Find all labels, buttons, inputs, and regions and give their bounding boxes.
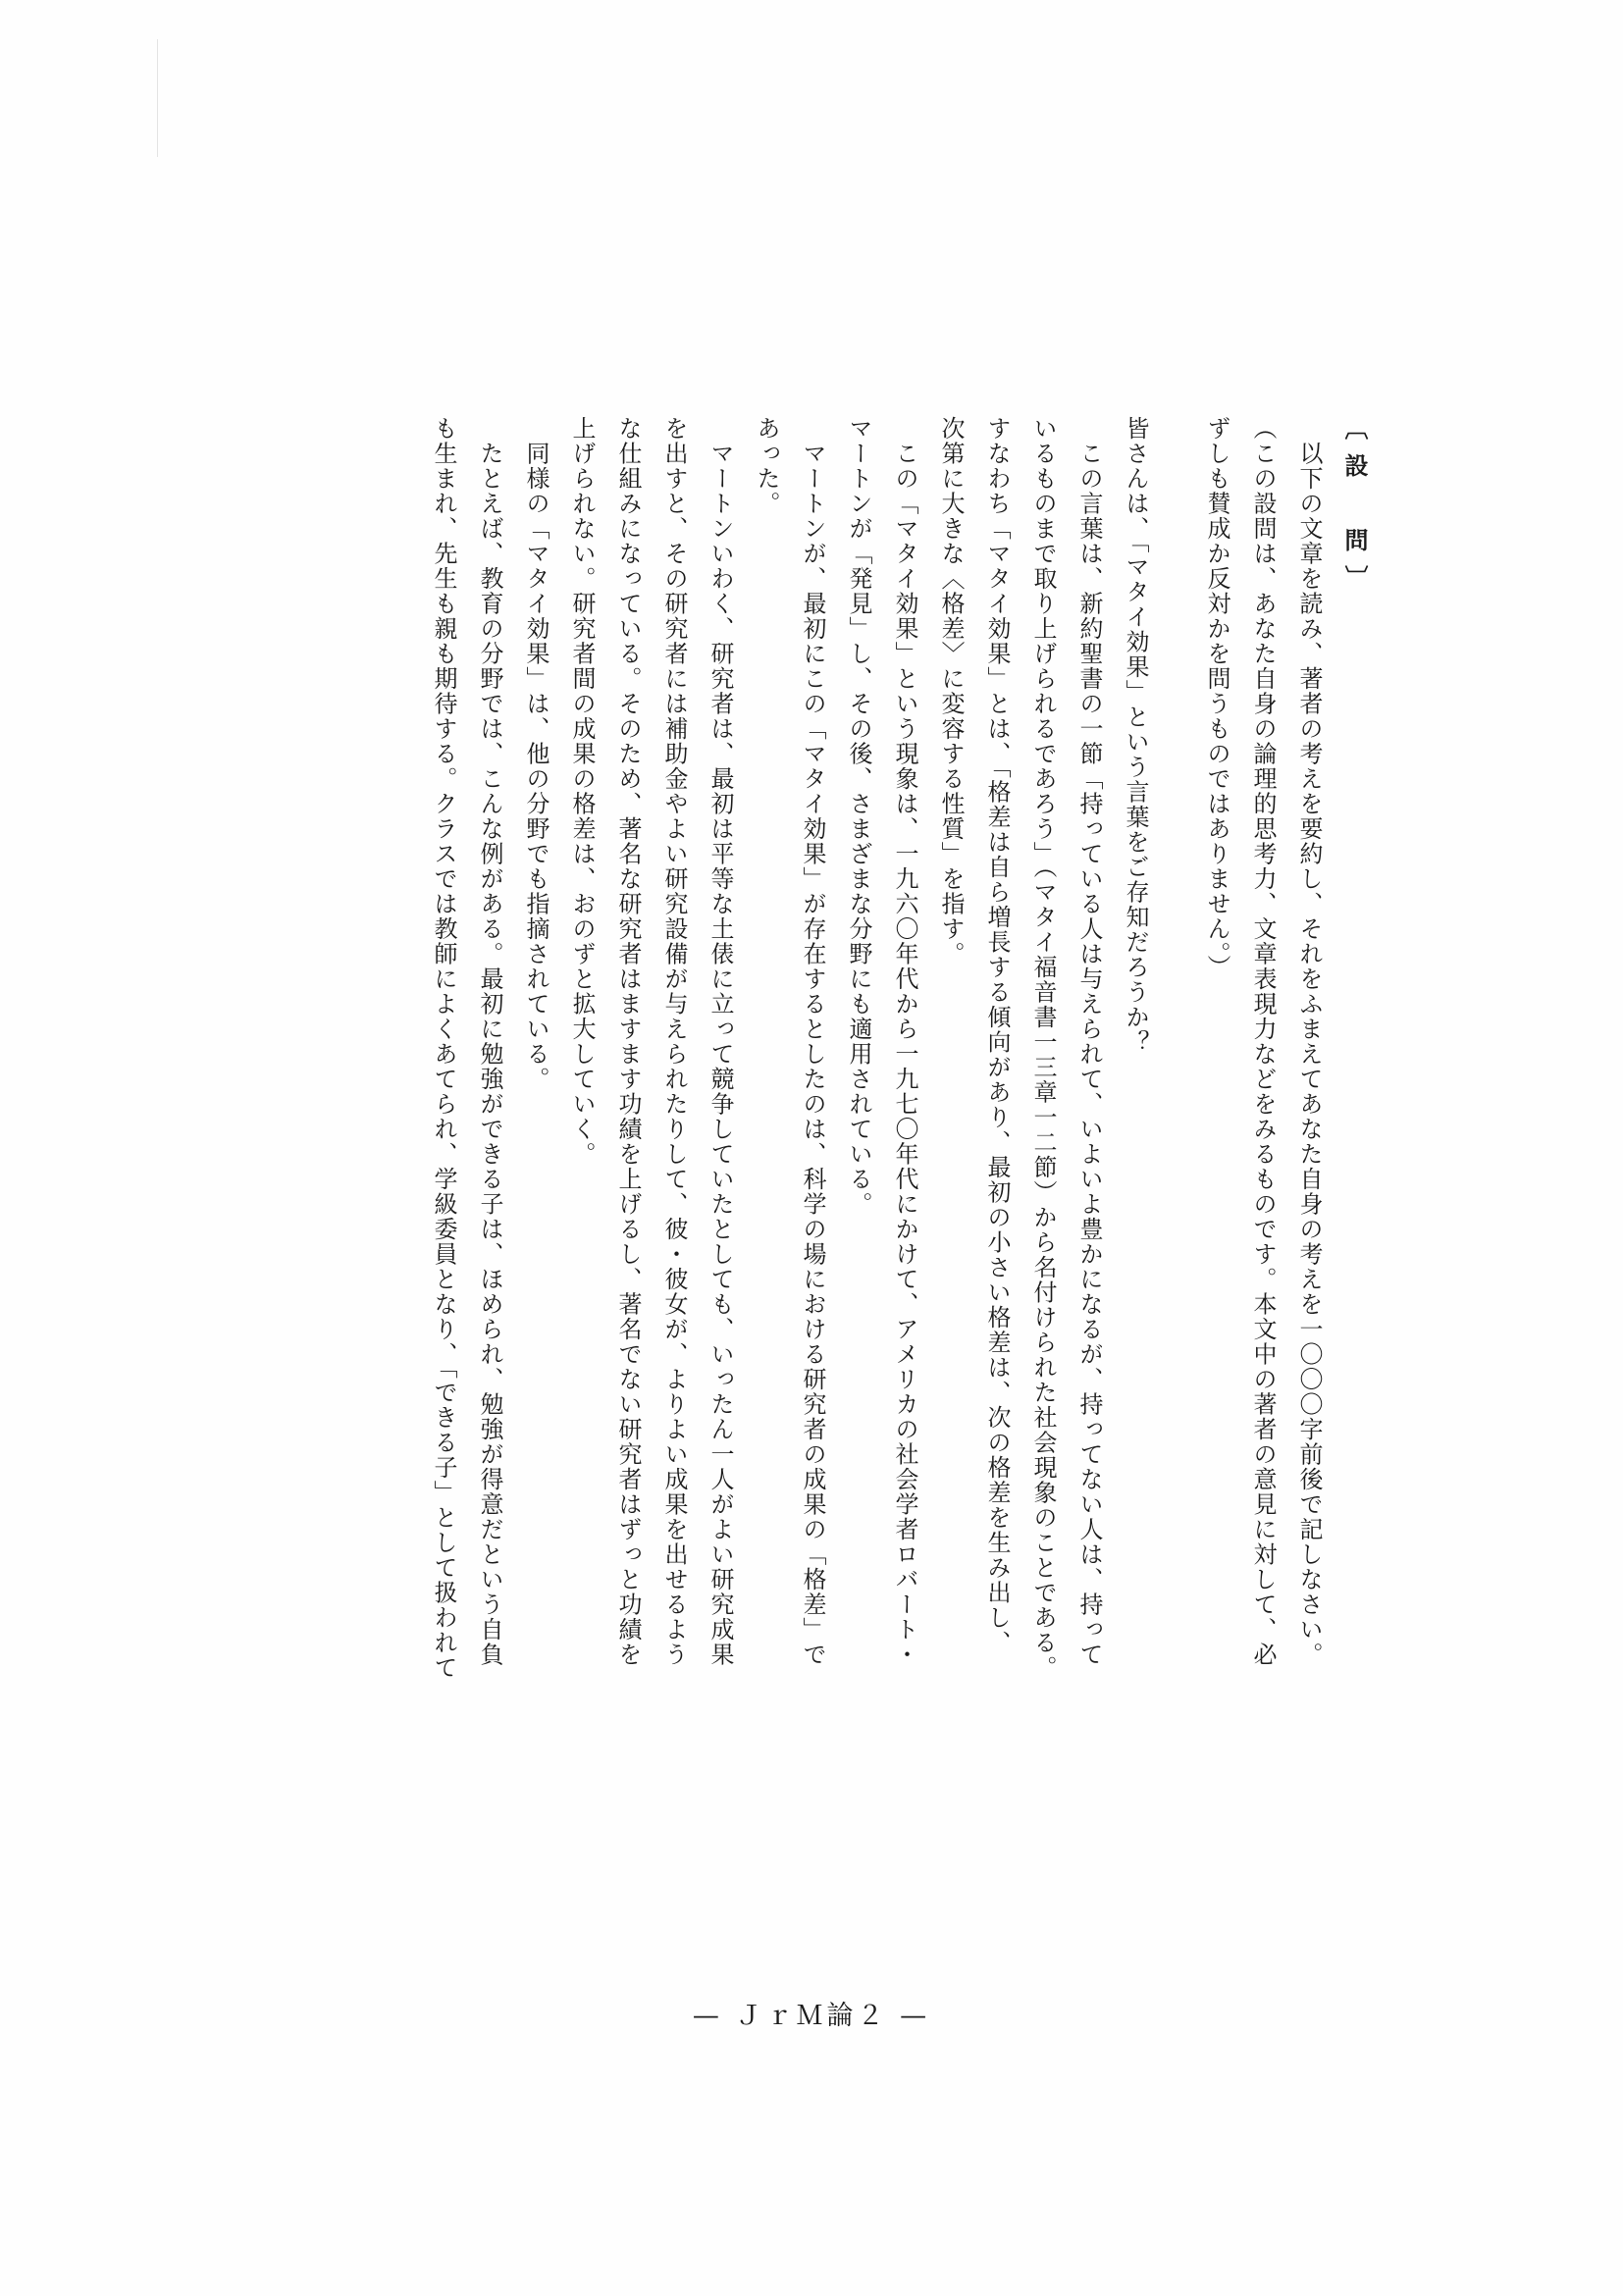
body-line: この言葉は、新約聖書の一節「持っている人は与えられて、いよいよ豊かになるが、持ってない人は、持って	[1075, 416, 1103, 1667]
section-label: 〔設 問〕	[1340, 416, 1369, 602]
section-gap	[1158, 416, 1193, 1849]
body-line: を出すと、その研究者には補助金やよい研究設備が与えられたりして、彼・彼女が、よりよい成果を出せるよう	[660, 416, 688, 1667]
instruction-line: 以下の文章を読み、著者の考えを要約し、それをふまえてあなた自身の考えを一〇〇〇字前後で記しなさい。	[1295, 416, 1323, 1667]
body-line: 皆さんは、「マタイ効果」という言葉をご存知だろうか？	[1122, 416, 1149, 1055]
body-line: マートンいわく、研究者は、最初は平等な土俵に立って競争していたとしても、いったん一人がよい研究成果	[707, 416, 734, 1667]
body-line: この「マタイ効果」という現象は、一九六〇年代から一九七〇年代にかけて、アメリカの社会学者ロバート・	[891, 416, 918, 1667]
body-line: マートンが、最初にこの「マタイ効果」が存在するとしたのは、科学の場における研究者の成果の「格差」で	[799, 416, 826, 1667]
body-line: マートンが「発見」し、その後、さまざまな分野にも適用されている。	[845, 416, 872, 1217]
body-line: 上げられない。研究者間の成果の格差は、おのずと拡大していく。	[568, 416, 596, 1167]
body-line: たとえば、教育の分野では、こんな例がある。最初に勉強ができる子は、ほめられ、勉強が得意だという自負	[476, 416, 503, 1667]
body-line: いるものまで取り上げられるであろう」（マタイ福音書一三章一二節）から名付けられた社会現象のことである。	[1029, 416, 1057, 1681]
body-line: 次第に大きな〈格差〉に変容する性質」を指す。	[937, 416, 965, 966]
vertical-text-block	[420, 416, 1378, 1849]
body-line: な仕組みになっている。そのため、著名な研究者はますます功績を上げるし、著名でない研究者はずっと功績を	[614, 416, 642, 1667]
body-line: 同様の「マタイ効果」は、他の分野でも指摘されている。	[522, 416, 550, 1092]
body-line: すなわち「マタイ効果」とは、「格差は自ら増長する傾向があり、最初の小さい格差は、次の格差を生み出し、	[983, 416, 1011, 1655]
body-line: あった。	[753, 416, 780, 516]
page-footer: — ＪｒＭ論２ —	[692, 2001, 931, 2031]
instruction-line: （この設問は、あなた自身の論理的思考力、文章表現力などをみるものです。本文中の著者の意見に対して、必	[1249, 416, 1277, 1667]
body-line: も生まれ、先生も親も期待する。クラスでは教師によくあてられ、学級委員となり、「できる子」として扱われて	[430, 416, 457, 1681]
instruction-line: ずしも賛成か反対かを問うものではありません。）	[1203, 416, 1230, 980]
scan-artifact-line	[157, 39, 158, 157]
